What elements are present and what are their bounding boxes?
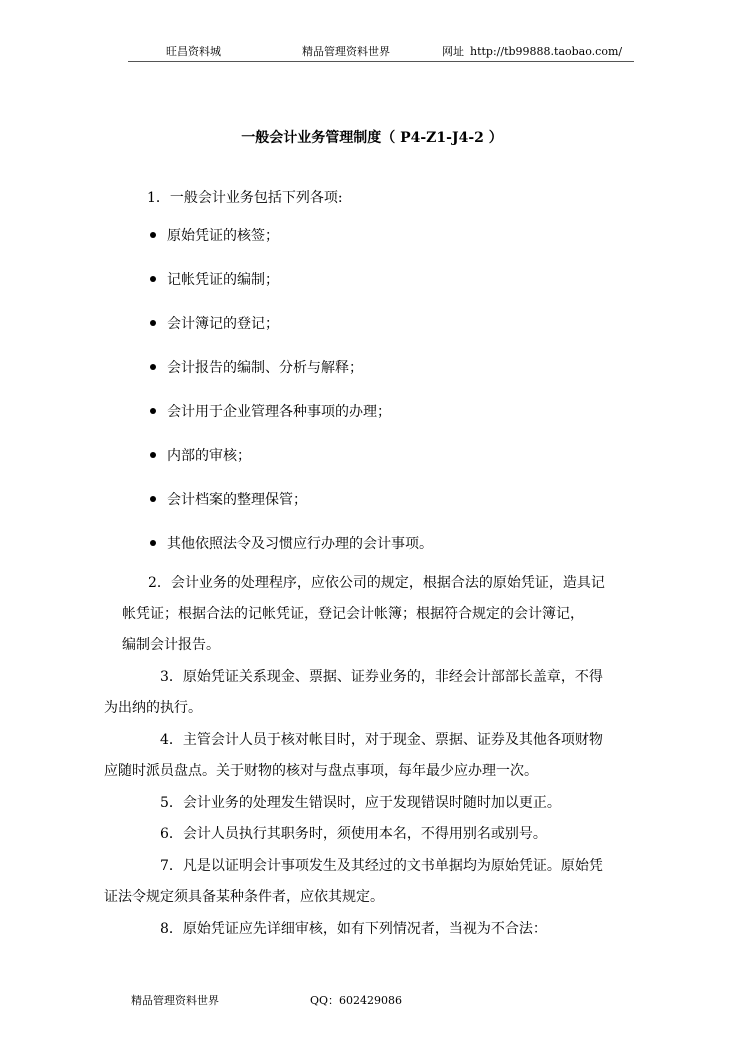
- bullet-icon: [150, 320, 156, 326]
- header-center-text: 精品管理资料世界: [302, 45, 390, 58]
- bullet-icon: [150, 496, 156, 502]
- paragraph-line: 5．会计业务的处理发生错误时，应于发现错误时随时加以更正。: [160, 795, 561, 811]
- paragraph-line: 3．原始凭证关系现金、票据、证券业务的，非经会计部部长盖章，不得: [160, 669, 603, 685]
- paragraph-line: 8．原始凭证应先详细审核，如有下列情况者，当视为不合法：: [160, 921, 547, 937]
- list-item: 内部的审核；: [150, 446, 251, 466]
- bullet-icon: [150, 364, 156, 370]
- list-item: 原始凭证的核签；: [150, 226, 279, 246]
- list-item: 会计簿记的登记；: [150, 314, 279, 334]
- paragraph-line: 6．会计人员执行其职务时，须使用本名，不得用别名或别号。: [160, 826, 547, 842]
- list-item: 其他依照法令及习惯应行办理的会计事项。: [150, 534, 433, 554]
- paragraph-line: 4．主管会计人员于核对帐目时，对于现金、票据、证券及其他各项财物: [160, 732, 603, 748]
- paragraph-line: 7．凡是以证明会计事项发生及其经过的文书单据均为原始凭证。原始凭: [160, 858, 603, 874]
- bullet-icon: [150, 276, 156, 282]
- header-left-text: 旺昌资料城: [166, 45, 221, 58]
- footer-qq-text: QQ：602429086: [310, 994, 403, 1007]
- header-divider: [128, 61, 634, 62]
- list-item: 记帐凭证的编制；: [150, 270, 279, 290]
- paragraph-line: 2．会计业务的处理程序，应依公司的规定，根据合法的原始凭证，造具记: [148, 575, 605, 591]
- list-item: 会计报告的编制、分析与解释；: [150, 358, 363, 378]
- paragraph-line: 帐凭证；根据合法的记帐凭证，登记会计帐簿；根据符合规定的会计簿记，: [122, 606, 584, 622]
- list-item: 会计档案的整理保管；: [150, 490, 307, 510]
- header-url[interactable]: http://tb99888.taobao.com/: [470, 45, 623, 58]
- bullet-icon: [150, 232, 156, 238]
- header-url-label: 网址: [442, 45, 464, 58]
- paragraph-line: 应随时派员盘点。关于财物的核对与盘点事项，每年最少应办理一次。: [104, 763, 538, 779]
- paragraph-line: 证法令规定须具备某种条件者，应依其规定。: [104, 889, 384, 905]
- footer-left-text: 精品管理资料世界: [131, 994, 219, 1007]
- paragraph-line: 编制会计报告。: [122, 637, 220, 653]
- bullet-icon: [150, 452, 156, 458]
- intro-paragraph: 1．一般会计业务包括下列各项:: [147, 190, 343, 206]
- bullet-icon: [150, 408, 156, 414]
- paragraph-line: 为出纳的执行。: [104, 700, 202, 716]
- list-item: 会计用于企业管理各种事项的办理；: [150, 402, 391, 422]
- bullet-icon: [150, 540, 156, 546]
- document-title: 一般会计业务管理制度（ P4-Z1-J4-2 ）: [241, 130, 503, 146]
